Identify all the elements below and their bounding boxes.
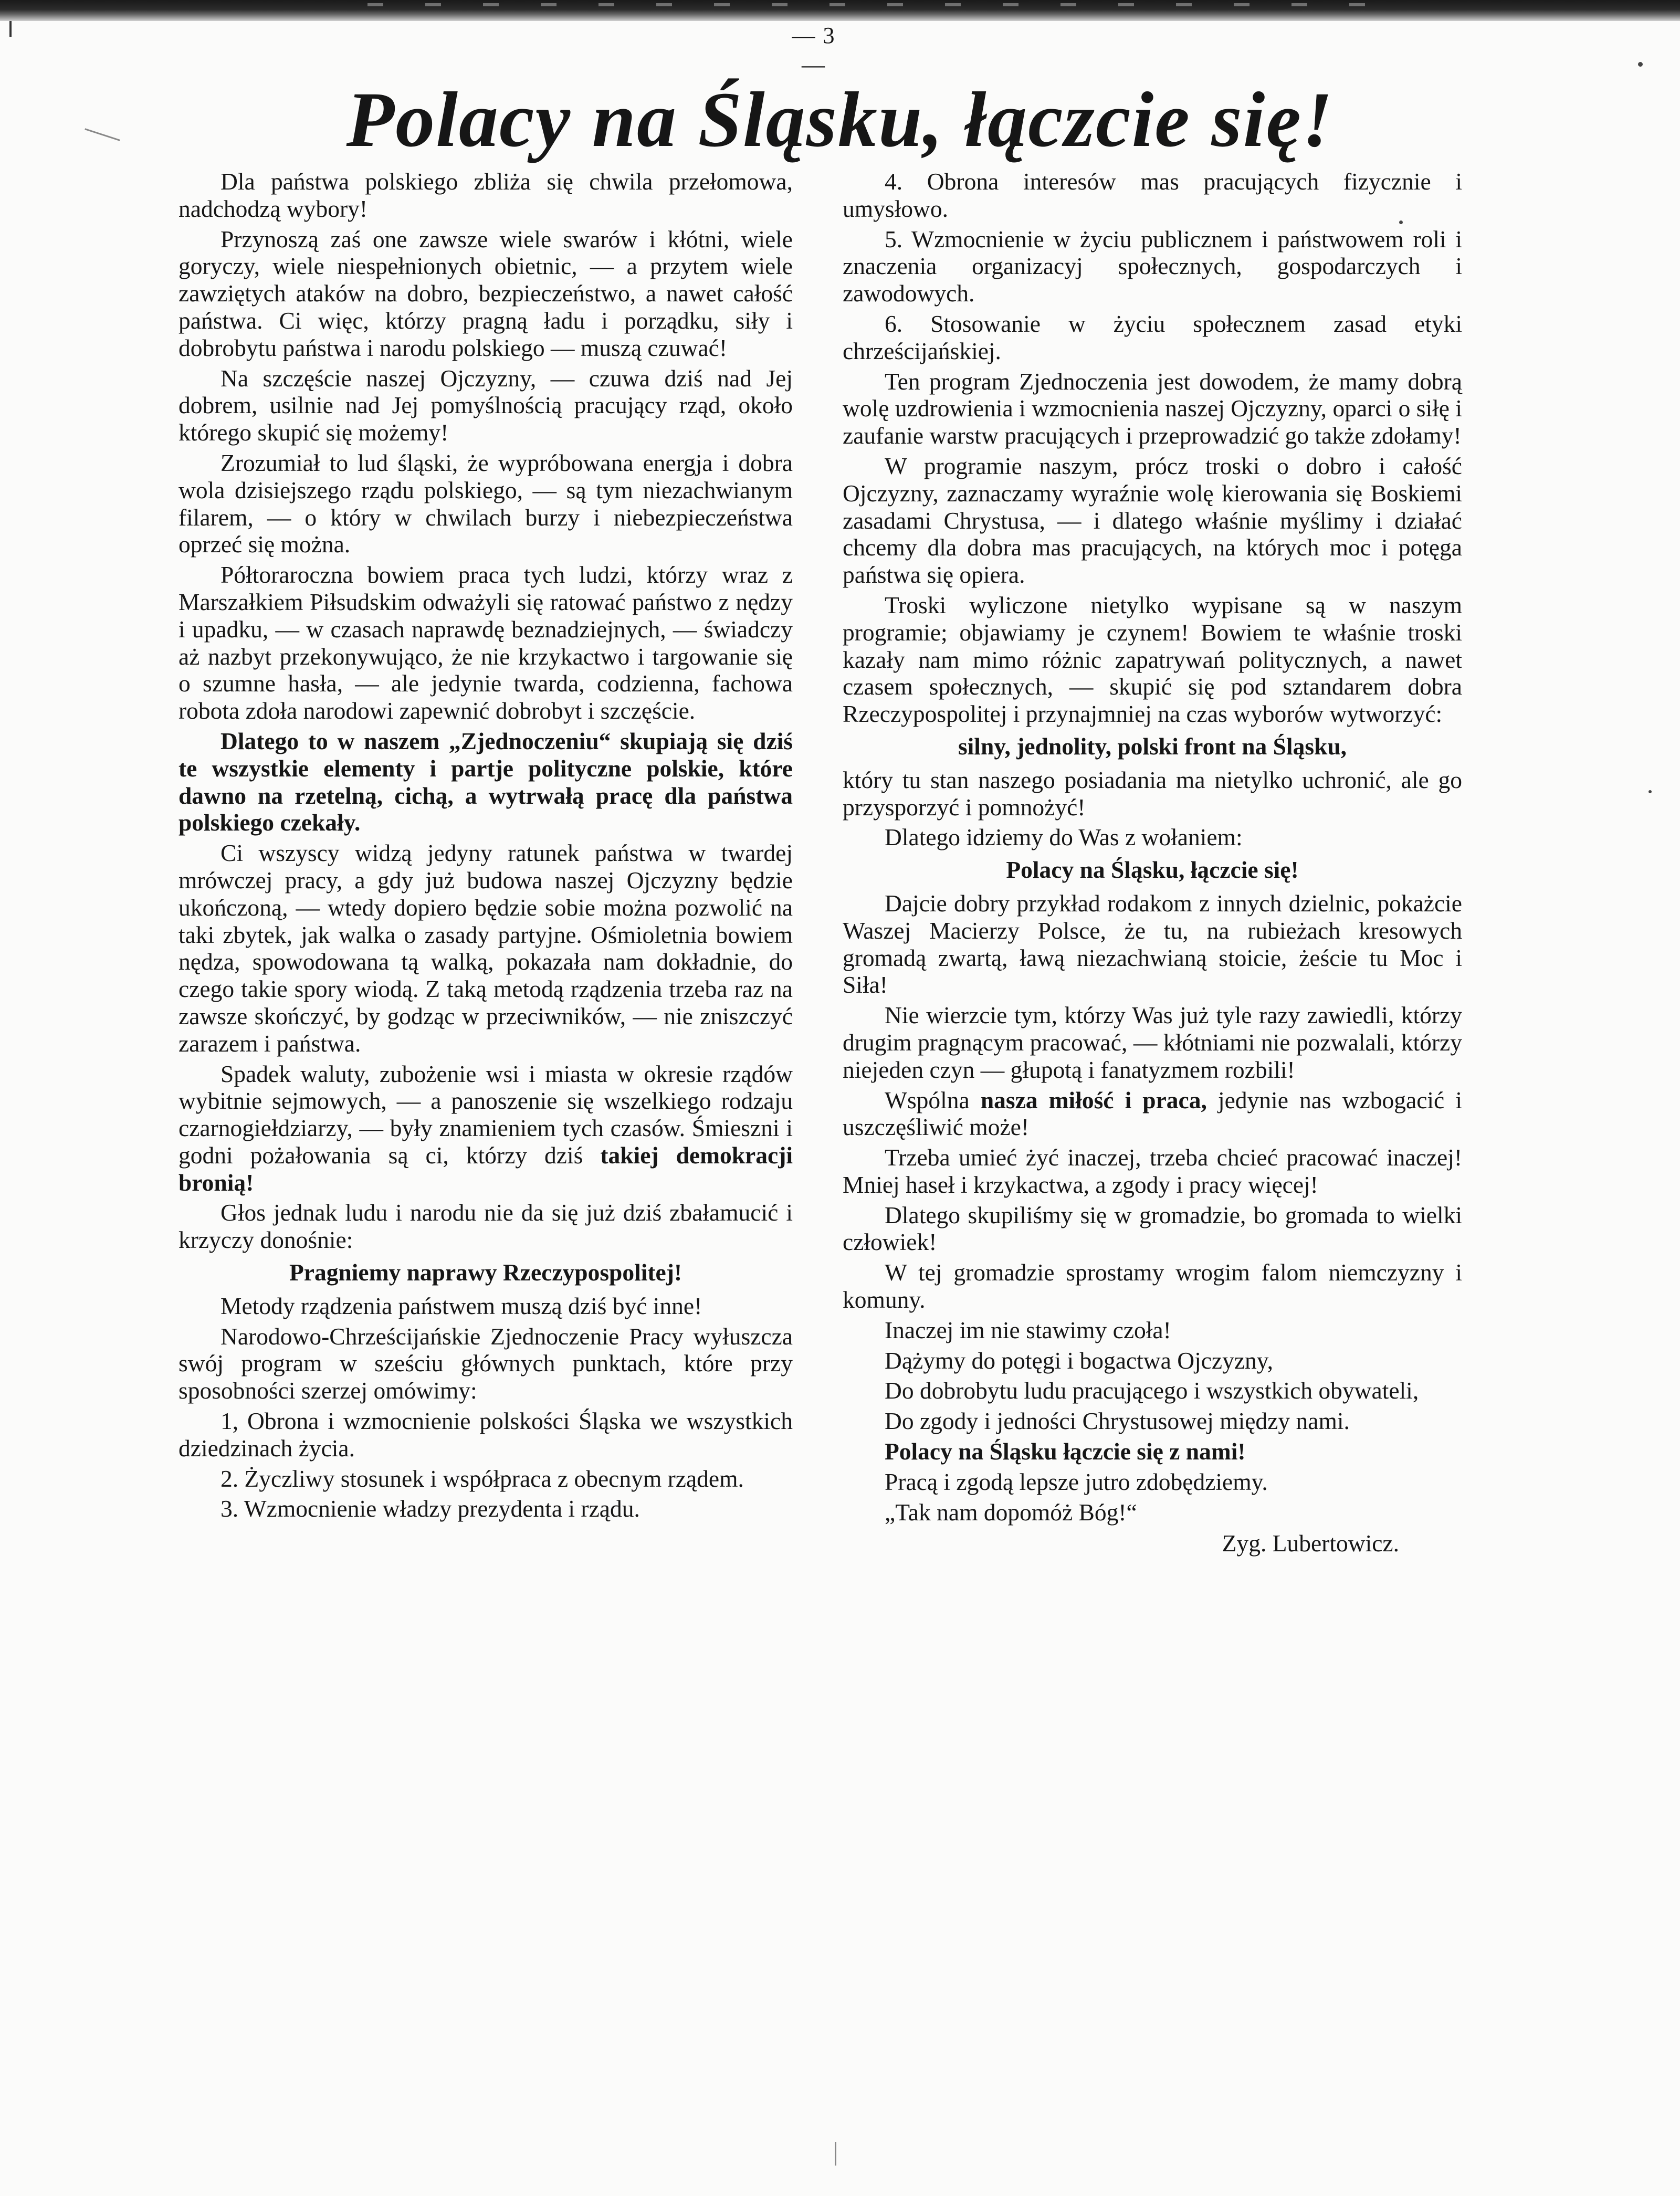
program-item: 5. Wzmocnienie w życiu publicznem i państwowem roli i znaczenia organizacyj społecznych, gospodarczych i zawodowych. — [843, 225, 1462, 307]
paragraph: Dążymy do potęgi i bogactwa Ojczyzny, — [885, 1347, 1273, 1374]
program-item: 2. Życzliwy stosunek i współpraca z obecnym rządem. — [220, 1465, 744, 1492]
paragraph: który tu stan naszego posiadania ma nietylko uchronić, ale go przysporzyć i pomnożyć! — [843, 766, 1462, 821]
paragraph: Ci wszyscy widzą jedyny ratunek państwa w twardej mrówczej pracy, a gdy już budowa naszej Ojczyzny będzie ukończoną, — wtedy dopiero będzie sobie można pozwolić na taki zbytek, jak walka o zasady partyjne. Ośmioletnia bowiem nędza, spowodowana tą walką, pokazała nam dokładnie, do czego takie spory wiodą. Z taką metodą rządzenia trzeba raz na zawsze skończyć, by godząc w przeciwników, — nie zniszczyć zarazem i państwa. — [178, 839, 793, 1057]
page-number: — 3 — — [792, 23, 836, 78]
paragraph: Troski wyliczone nietylko wypisane są w naszym programie; objawiamy je czynem! Bowiem te właśnie troski kazały nam mimo różnic zapatrywań politycznych, a nawet czasem społecznych, — skupić się pod sztandarem dobra Rzeczypospolitej i przynajmniej na czas wyborów wytworzyć: — [843, 591, 1462, 728]
headline: Polacy na Śląsku, łączcie się! — [346, 76, 1334, 163]
paragraph: Do zgody i jedności Chrystusowej między nami. — [885, 1407, 1350, 1435]
scan-top-border — [0, 0, 1680, 21]
paragraph: Trzeba umieć żyć inaczej, trzeba chcieć pracować inaczej! Mniej haseł i krzykactwa, a zgody i pracy więcej! — [843, 1144, 1462, 1198]
paragraph: Nie wierzcie tym, którzy Was już tyle razy zawiedli, którzy drugim pragnącym pracować, — kłótniami nie pozwalali, którzy niejeden czyn — głupotą i fanatyzmem rozbili! — [843, 1002, 1462, 1083]
paragraph: Dajcie dobry przykład rodakom z innych dzielnic, pokażcie Waszej Macierzy Polsce, że tu, na rubieżach kresowych gromadą zwartą, ławą niezachwianą stoicie, żeście tu Moc i Siła! — [843, 889, 1462, 999]
paragraph: Dlatego idziemy do Was z wołaniem: — [885, 824, 1243, 851]
paragraph: Zrozumiał to lud śląski, że wypróbowana energja i dobra wola dzisiejszego rządu polskiego, — są tym niezachwianym filarem, — o który w chwilach burzy i niebezpieczeństwa oprzeć się można. — [178, 449, 793, 558]
program-item: 3. Wzmocnienie władzy prezydenta i rządu. — [220, 1495, 640, 1522]
paragraph: Półtoraroczna bowiem praca tych ludzi, którzy wraz z Marszałkiem Piłsudskim odważyli się ratować państwo z nędzy i upadku, — w czasach naprawdę beznadziejnych, — świadczy aż nazbyt przekonywująco, że nie krzykactwo i targowanie się o szumne hasła, — ale jedynie twarda, codzienna, fachowa robota zdoła narodowi zapewnić dobrobyt i szczęście. — [178, 561, 793, 724]
paragraph: Dla państwa polskiego zbliża się chwila przełomowa, nadchodzą wybory! — [178, 168, 793, 222]
paragraph: Inaczej im nie stawimy czoła! — [885, 1316, 1171, 1343]
scan-speck — [1648, 790, 1652, 793]
paragraph — [843, 1087, 1462, 1141]
paragraph-text: Wspólna — [885, 1086, 970, 1113]
scan-stroke — [835, 2142, 836, 2166]
paragraph-text: Spadek waluty, zubożenie wsi i miasta w okresie rządów wybitnie sejmowych, — a panoszenie się wszelkiego rodzaju czarnogiełdziarzy, — były znamieniem tych czasów. Śmieszni i godni pożałowania są ci, którzy dziś — [178, 1060, 793, 1169]
scan-edge-mark — [9, 21, 12, 37]
paragraph: Do dobrobytu ludu pracującego i wszystkich obywateli, — [885, 1377, 1419, 1404]
paragraph: W tej gromadzie sprostamy wrogim falom niemczyzny i komuny. — [843, 1259, 1462, 1314]
paragraph: Narodowo-Chrześcijańskie Zjednoczenie Pracy wyłuszcza swój program w sześciu głównych punktach, które przy sposobności szerzej omówimy: — [178, 1322, 793, 1404]
paragraph: Na szczęście naszej Ojczyzny, — czuwa dziś nad Jej dobrem, usilnie nad Jej pomyślnością pracujący rząd, około którego skupić się możemy! — [178, 364, 793, 446]
paragraph: Metody rządzenia państwem muszą dziś być inne! — [220, 1292, 702, 1319]
program-item: 1, Obrona i wzmocnienie polskości Śląska we wszystkich dziedzinach życia. — [178, 1407, 793, 1462]
paragraph: Ten program Zjednoczenia jest dowodem, że mamy dobrą wolę uzdrowienia i wzmocnienia naszej Ojczyzny, oparci o siłę i zaufanie warstw pracujących i przeprowadzić go także zdołamy! — [843, 367, 1462, 449]
left-column — [178, 168, 793, 1526]
slogan: Polacy na Śląsku, łączcie się! — [1006, 856, 1299, 884]
paragraph: Głos jednak ludu i narodu nie da się już dziś zbałamucić i krzyczy donośnie: — [178, 1199, 793, 1254]
paragraph — [178, 1060, 793, 1196]
paragraph-emphasis: takiej demokracji bronią! — [178, 1141, 793, 1196]
paragraph: Pracą i zgodą lepsze jutro zdobędziemy. — [885, 1468, 1268, 1495]
paragraph: Dlatego skupiliśmy się w gromadzie, bo gromada to wielki człowiek! — [843, 1201, 1462, 1256]
right-column — [843, 168, 1462, 1560]
scan-speck — [1399, 220, 1403, 224]
slogan: Pragniemy naprawy Rzeczypospolitej! — [289, 1259, 682, 1286]
program-item: 6. Stosowanie w życiu społecznem zasad etyki chrześcijańskiej. — [843, 310, 1462, 364]
paragraph-emphasis: Dlatego to w naszem „Zjednoczeniu“ skupiają się dziś te wszystkie elementy i partje polityczne polskie, które dawno na rzetelną, cichą, a wytrwałą pracę dla państwa polskiego czekały. — [178, 727, 793, 836]
scan-speck — [1638, 62, 1643, 67]
slogan: silny, jednolity, polski front na Śląsku, — [958, 732, 1347, 760]
paragraph-emphasis: Polacy na Śląsku łączcie się z nami! — [885, 1438, 1246, 1465]
paragraph-text: jedynie nas wzbogacić i uszczęśliwić może! — [843, 1086, 1462, 1141]
program-item: 4. Obrona interesów mas pracujących fizycznie i umysłowo. — [843, 168, 1462, 222]
paragraph: Przynoszą zaś one zawsze wiele swarów i kłótni, wiele goryczy, wiele niespełnionych obietnic, — a przytem wiele zawziętych ataków na dobro, bezpieczeństwo, a nawet całość państwa. Ci więc, którzy pragną ładu i porządku, siły i dobrobytu państwa i narodu polskiego — muszą czuwać! — [178, 225, 793, 361]
paragraph: W programie naszym, prócz troski o dobro i całość Ojczyzny, zaznaczamy wyraźnie wolę kierowania się Boskiemi zasadami Chrystusa, — i dlatego właśnie myślimy i działać chcemy dla dobra mas pracujących, na których moc i potęga państwa się opiera. — [843, 452, 1462, 589]
signature: Zyg. Lubertowicz. — [1222, 1530, 1399, 1557]
paragraph-emphasis: nasza miłość i praca, — [980, 1086, 1207, 1113]
paragraph: „Tak nam dopomóż Bóg!“ — [885, 1498, 1137, 1526]
